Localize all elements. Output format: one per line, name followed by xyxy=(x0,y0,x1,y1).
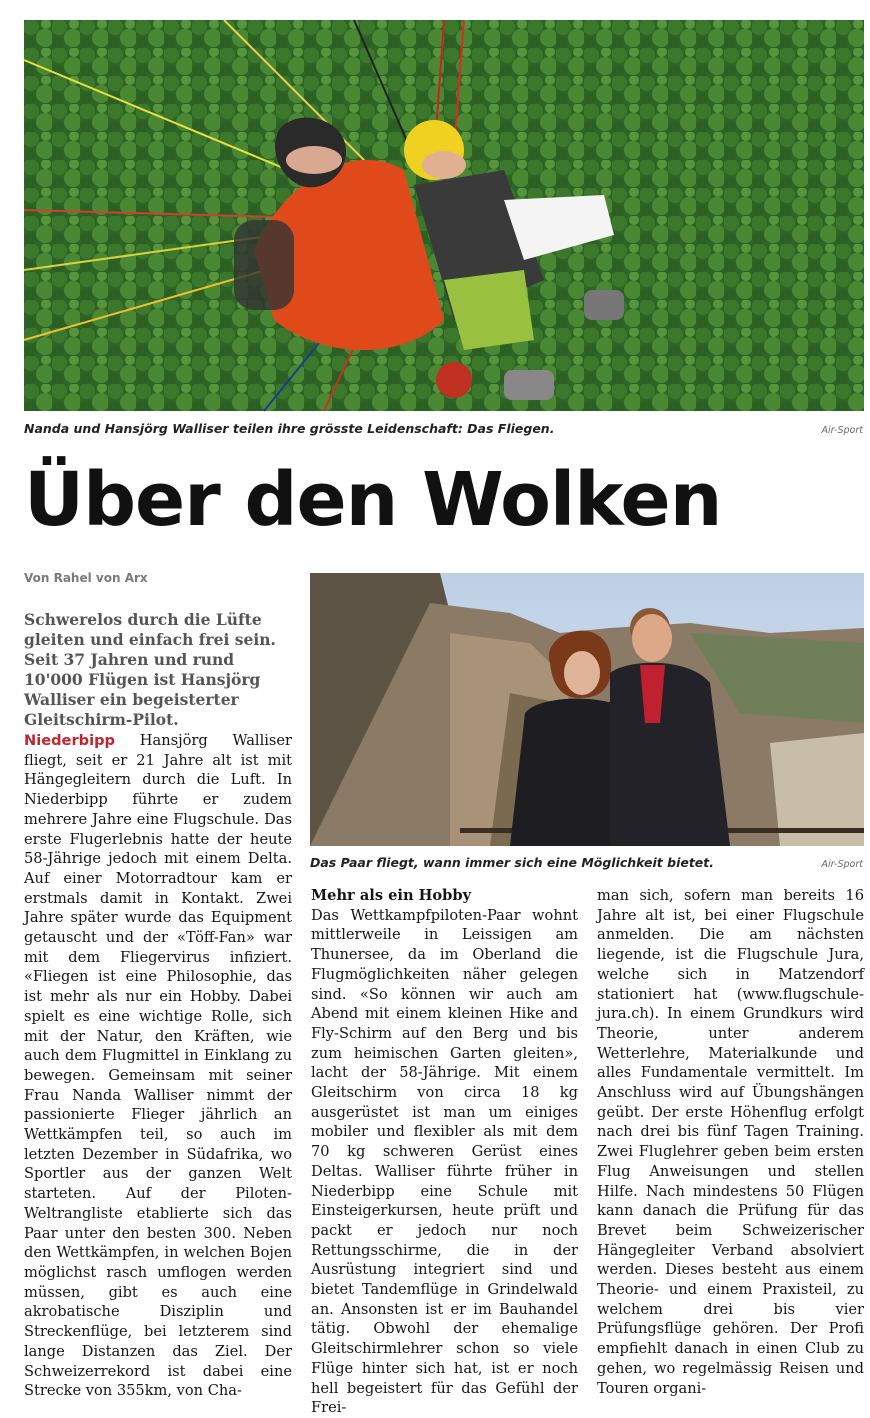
column-3-text: man sich, sofern man bereits 16 Jahre alt ist, bei einer Flugschule anmelden. Die am nächsten liegende, ist die Flugschule Jura, welche sich in Matzendorf stationiert hat (www.flugschule-jura.ch). In einem Grundkurs wird Theorie, unter anderem Wetterlehre, Materialkunde und alles Fundamentale vermittelt. Im Anschluss wird auf Übungshängen geübt. Der erste Höhenflug erfolgt nach drei bis fünf Tagen Training. Zwei Fluglehrer geben beim ersten Flug Anweisungen und stellen Hilfe. Nach mindestens 50 Flügen kann danach die Prüfung für das Brevet beim Schweizerischer Hängegleiter Verband absolviert werden. Dieses besteht aus einem Theorie- und einem Praxisteil, zu welchem drei bis vier Prüfungsflüge gehören. Der Profi empfiehlt danach in einen Club zu gehen, wo regelmässig Reisen und Touren organi- xyxy=(597,887,864,1397)
top-photo-credit: Air-Sport xyxy=(821,425,863,436)
paragliders-illustration xyxy=(24,20,864,411)
couple-canyon-illustration xyxy=(310,573,864,846)
body-column-3 xyxy=(597,886,864,1397)
byline: Von Rahel von Arx xyxy=(24,571,148,585)
subhead: Mehr als ein Hobby xyxy=(311,887,472,904)
dateline: Niederbipp xyxy=(24,732,115,749)
body-column-2 xyxy=(311,886,578,1417)
column-1-text: Hansjörg Walliser fliegt, seit er 21 Jahre alt ist mit Hängegleitern durch die Luft. In Niederbipp führte er zudem mehrere Jahre eine Flugschule. Das erste Flugerlebnis hatte der heute 58-Jährige jedoch mit einem Delta. Auf einer Motorradtour kam er erstmals damit in Kontakt. Zwei Jahre später wurde das Equipment getauscht und der «Töff-Fan» war mit dem Fliegervirus infiziert. «Fliegen ist eine Philosophie, das ist mehr als nur ein Hobby. Dabei spielt es eine wichtige Rolle, sich mit der Natur, den Kräften, wie auch dem Flugmittel in Einklang zu bewegen. Gemeinsam mit seiner Frau Nanda Walliser nimmt der passionierte Flieger jährlich an Wettkämpfen teil, so auch im letzten Dezember in Südafrika, wo Sportler aus der ganzen Welt starteten. Auf der Piloten-Weltrangliste etablierte sich das Paar unter den besten 300. Neben den Wettkämpfen, in welchen Bojen möglichst rasch umflogen werden müssen, gibt es auch eine akrobatische Disziplin und Streckenflüge, bei letzterem sind lange Distanzen das Ziel. Der Schweizerrekord ist dabei eine Strecke von 355km, von Cha- xyxy=(24,732,293,1400)
second-photo-caption: Das Paar fliegt, wann immer sich eine Möglichkeit bietet. xyxy=(310,855,715,870)
second-photo xyxy=(310,573,864,846)
second-photo-credit: Air-Sport xyxy=(821,859,863,870)
headline: Über den Wolken xyxy=(24,457,722,543)
column-2-text: Das Wettkampfpiloten-Paar wohnt mittlerweile in Leissigen am Thunersee, da im Oberland die Flugmöglichkeiten näher gelegen sind. «So können wir auch am Abend mit einem kleinen Hike and Fly-Schirm auf den Berg und bis zum heimischen Garten gleiten», lacht der 58-Jährige. Mit einem Gleitschirm von circa 18 kg ausgerüstet ist man um einiges mobiler und flexibler als mit dem 70 kg schweren Gerüst eines Deltas. Walliser führte früher in Niederbipp eine Schule mit Einsteigerkursen, heute prüft und packt er jedoch nur noch Rettungsschirme, die in der Ausrüstung integriert sind und bietet Tandemflüge in Grindelwald an. Ansonsten ist er im Bauhandel tätig. Obwohl der ehemalige Gleitschirmlehrer schon so viele Flüge hinter sich hat, ist er noch hell begeistert für das Gefühl der Frei- xyxy=(311,906,578,1417)
body-column-1 xyxy=(24,731,293,1400)
lead-paragraph: Schwerelos durch die Lüfte gleiten und einfach frei sein. Seit 37 Jahren und rund 10'000 Flügen ist Hansjörg Walliser ein begeisterter Gleitschirm-Pilot. xyxy=(24,610,276,729)
top-photo-caption: Nanda und Hansjörg Walliser teilen ihre grösste Leidenschaft: Das Fliegen. xyxy=(24,421,555,436)
top-photo xyxy=(24,20,864,411)
